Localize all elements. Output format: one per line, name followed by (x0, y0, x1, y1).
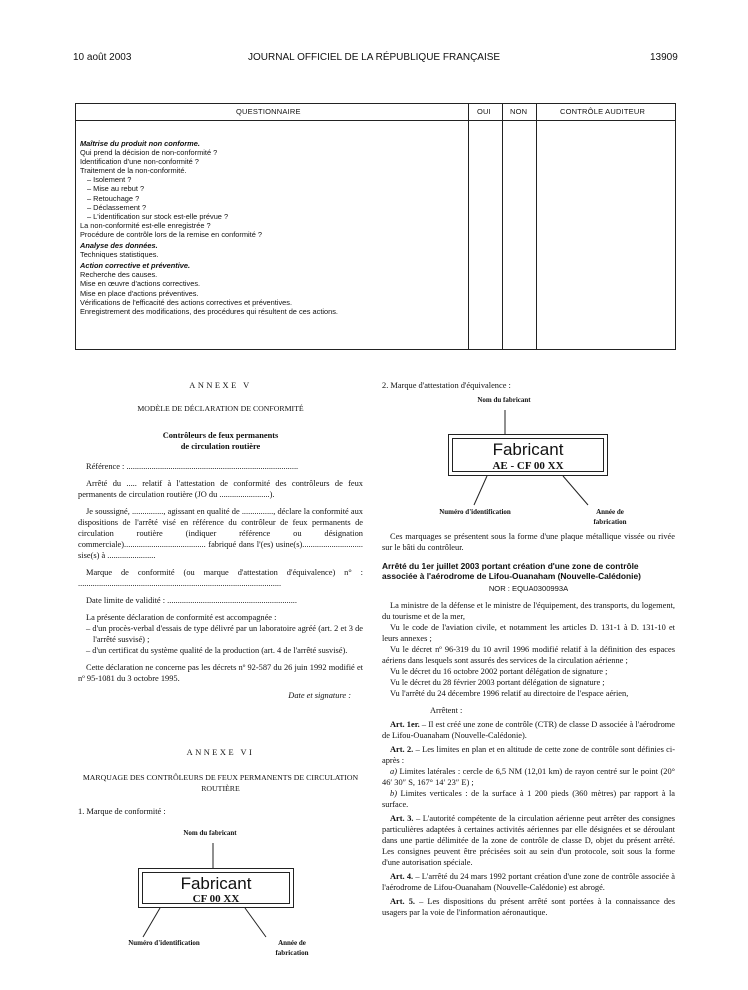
header-journal-title: JOURNAL OFFICIEL DE LA RÉPUBLIQUE FRANÇAISE (248, 52, 501, 63)
col-controle-auditeur: CONTRÔLE AUDITEUR (560, 107, 646, 116)
annex5-subtitle: MODÈLE DE DÉCLARATION DE CONFORMITÉ (137, 404, 304, 413)
article-2: Art. 2. – Les limites en plan et en altitude de cette zone de contrôle sont définies ci-après : (382, 745, 675, 765)
left-mark-fabricant: Fabricant (180, 874, 252, 893)
article-2b: b) Limites verticales : de la surface à 1 200 pieds (360 mètres) par rapport à la surface. (382, 789, 675, 809)
questionnaire-line: – Isolement ? (87, 175, 132, 185)
right-mark-fabricant: Fabricant (492, 440, 564, 459)
questionnaire-line: Recherche des causes. (80, 270, 158, 280)
article-1-label: Art. 1er. (390, 720, 420, 729)
left-mark-name-label: Nom du fabricant (183, 829, 237, 837)
questionnaire-line: Procédure de contrôle lors de la remise en conformité ? (80, 229, 262, 239)
col-questionnaire: QUESTIONNAIRE (236, 107, 301, 116)
annex6-item1: 1. Marque de conformité : (78, 807, 166, 816)
equivalence-mark-box (448, 434, 608, 476)
article-4-label: Art. 4. (390, 872, 414, 881)
visa-p2: Vu le code de l'aviation civile, et notamment les articles D. 131-1 à D. 131-10 et leurs annexes ; (382, 623, 675, 643)
right-mark-year-label2: fabrication (593, 518, 627, 526)
questionnaire-line: – Retouchage ? (87, 193, 140, 203)
annex5-heading-line2: de circulation routière (180, 442, 261, 451)
questionnaire-line: Enregistrement des modifications, des procédures qui résultent de ces actions. (80, 306, 338, 316)
arretent: Arrêtent : (430, 706, 463, 715)
questionnaire-line: Mise en œuvre d'actions correctives. (80, 279, 201, 289)
questionnaire-line: Identification d'une non-conformité ? (80, 157, 199, 167)
questionnaire-line: – L'identification sur stock est-elle prévue ? (87, 211, 229, 221)
questionnaire-line: Qui prend la décision de non-conformité ? (80, 148, 218, 158)
left-mark-id-label: Numéro d'identification (128, 939, 200, 947)
article-2-label: Art. 2. (390, 745, 414, 754)
questionnaire-line: Mise en place d'actions préventives. (80, 288, 199, 298)
reference-line: Référence : .................................................................................. (86, 462, 299, 471)
questionnaire-line: Techniques statistiques. (80, 250, 159, 260)
visa-p4: Vu le décret du 16 octobre 2002 portant délégation de signature ; (390, 667, 608, 676)
article-3: Art. 3. – L'autorité compétente de la circulation aérienne peut arrêter des consignes particulières adaptées à certaines activités aériennes par elle désignées et se déroulant dans une partie délimitée de la zone de contrôle de classe D, objet du présent arrêté. Les consignes peuvent être précisées soit au sein d'un protocole, soit sous la forme d'une autorisation spéciale. (382, 814, 675, 867)
questionnaire-line: Analyse des données. (80, 241, 158, 251)
header-date: 10 août 2003 (73, 52, 132, 63)
annex5-title: ANNEXE V (189, 381, 252, 390)
right-item2: 2. Marque d'attestation d'équivalence : (382, 381, 511, 390)
questionnaire-line: Traitement de la non-conformité. (80, 166, 187, 176)
visa-p1: La ministre de la défense et le ministre de l'équipement, des transports, du logement, du tourisme et de la mer, (382, 601, 675, 621)
annex6-title: ANNEXE VI (186, 748, 255, 757)
right-mark-year-label1: Année de (596, 508, 624, 516)
article-5: Art. 5. – Les dispositions du présent arrêté sont portées à la connaissance des usagers par la voie de l'information aéronautique. (382, 897, 675, 917)
date-limite: Date limite de validité : .............................................................. (86, 596, 297, 605)
bullet-2: – d'un certificat du système qualité de la production (art. 4 de l'arrêté susvisé). (86, 646, 348, 655)
article-1: Art. 1er. – Il est créé une zone de contrôle (CTR) de classe D associée à l'aérodrome de Lifou-Ouanaham (Nouvelle-Calédonie). (382, 720, 676, 740)
marque-paragraph: Marque de conformité (ou marque d'attestation d'équivalence) n° : ................................................................................................. (78, 568, 363, 588)
marquages-paragraph: Ces marquages se présentent sous la forme d'une plaque métallique vissée ou rivée sur le bâti du contrôleur. (382, 532, 675, 552)
visa-p6: Vu l'arrêté du 24 décembre 1996 relatif au directoire de l'espace aérien, (390, 689, 629, 698)
right-mark-id-label: Numéro d'identification (439, 508, 511, 516)
left-mark-code: CF 00 XX (192, 893, 240, 905)
questionnaire-line: Action corrective et préventive. (80, 261, 191, 271)
visa-p5: Vu le décret du 28 février 2003 portant délégation de signature ; (390, 678, 605, 687)
annex6-subtitle: MARQUAGE DES CONTRÔLEURS DE FEUX PERMANENTS DE CIRCULATION ROUTIÈRE (82, 773, 359, 793)
article-2a: a) Limites latérales : cercle de 6,5 NM (12,01 km) de rayon centré sur le point (20° 46′ 30″ S, 167° 14′ 23″ E) ; (382, 767, 675, 787)
conformity-mark-box (138, 868, 294, 908)
visa-p3: Vu le décret nº 96-319 du 10 avril 1996 modifié relatif à la définition des espaces aériens dans lesquels sont assurés des services de la circulation aérienne ; (382, 645, 675, 665)
date-signature: Date et signature : (288, 691, 351, 700)
right-mark-code: AE - CF 00 XX (492, 460, 564, 472)
annex5-heading-line1: Contrôleurs de feux permanents (162, 431, 279, 440)
cette-paragraph: Cette déclaration ne concerne pas les décrets nº 92-587 du 26 juin 1992 modifié et nº 95-1081 du 3 octobre 1995. (78, 663, 363, 683)
nor-reference: NOR : EQUA0300993A (488, 584, 569, 593)
questionnaire-line: – Mise au rebut ? (87, 184, 145, 194)
article-5-label: Art. 5. (390, 897, 415, 906)
article-3-label: Art. 3. (390, 814, 414, 823)
header-page-number: 13909 (650, 52, 678, 63)
arrete-title: Arrêté du 1er juillet 2003 portant création d'une zone de contrôle associée à l'aérodrome de Lifou-Ouanaham (Nouvelle-Calédonie) (382, 561, 641, 581)
arrete-paragraph: Arrêté du ..... relatif à l'attestation de conformité des contrôleurs de feux permanents de circulation routière (JO du ........................). (78, 479, 363, 499)
questionnaire-line: – Déclassement ? (87, 202, 147, 212)
right-column (382, 380, 675, 391)
soussigne-paragraph: Je soussigné, ..............., agissant en qualité de ..............., déclare la conformité aux dispositions de l'arrêté visé en référence du contrôleur de feux permanents de circulation routière (indiquer référence ou désignation commerciale)....................................... fabriqué dans l'(es) usine(s)............................. sise(s) à ....................... (78, 507, 363, 560)
left-mark-year-label1: Année de (278, 939, 306, 947)
article-4: Art. 4. – L'arrêté du 24 mars 1992 portant création d'une zone de contrôle associée à l'aérodrome de Lifou-Ouanaham (Nouvelle-Calédonie) est abrogé. (382, 872, 675, 892)
col-oui: OUI (477, 107, 491, 116)
bullet-1: – d'un procès-verbal d'essais de type délivré par un laboratoire agréé (art. 2 et 3 de l'arrêté susvisé) ; (86, 624, 363, 644)
col-non: NON (510, 107, 528, 116)
presente-paragraph: La présente déclaration de conformité est accompagnée : (86, 613, 277, 622)
right-column-lower (382, 531, 675, 918)
right-mark-name-label: Nom du fabricant (477, 396, 531, 404)
questionnaire-line: La non-conformité est-elle enregistrée ? (80, 220, 211, 230)
questionnaire-line: Vérifications de l'efficacité des actions correctives et préventives. (80, 297, 293, 307)
left-mark-year-label2: fabrication (275, 949, 309, 957)
questionnaire-line: Maîtrise du produit non conforme. (80, 139, 200, 148)
